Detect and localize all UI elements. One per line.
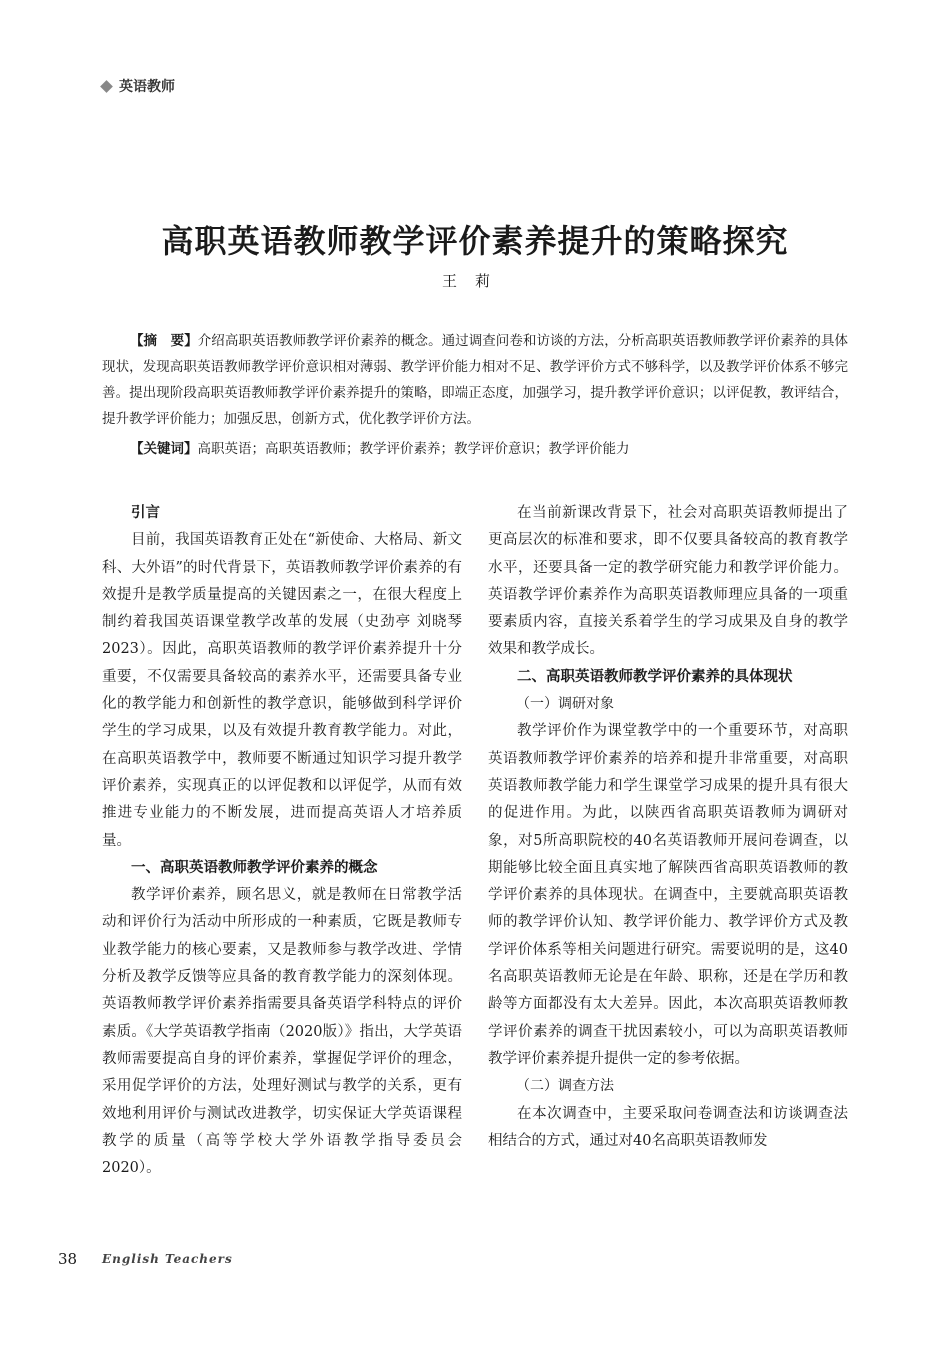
keywords-text: 高职英语；高职英语教师；教学评价素养；教学评价意识；教学评价能力: [197, 441, 630, 457]
journal-name: English Teachers: [102, 1252, 233, 1266]
subsection-1-paragraph: 教学评价作为课堂教学中的一个重要环节，对高职英语教师教学评价素养的培养和提升非常重要，对高职英语教师教学能力和学生课堂学习成果的提升具有很大的促进作用。为此，以陕西省高职英语教师为调研对象，对5所高职院校的40名英语教师开展问卷调查，以期能够比较全面且真实地了解陕西省高职英语教师的教学评价素养的具体现状。在调查中，主要就高职英语教师的教学评价认知、教学评价能力、教学评价方式及教学评价体系等相关问题进行研究。需要说明的是，这40名高职英语教师无论是在年龄、职称，还是在学历和教龄等方面都没有太大差异。因此，本次高职英语教师教学评价素养的调查干扰因素较小，可以为高职英语教师教学评价素养提升提供一定的参考依据。: [488, 723, 848, 1067]
section-1-paragraph: 教学评价素养，顾名思义，就是教师在日常教学活动和评价行为活动中所形成的一种素质，它既是教师专业教学能力的核心要素，又是教师参与教学改进、学情分析及教学反馈等应具备的教育教学能力的深刻体现。英语教师教学评价素养指需要具备英语学科特点的评价素质。《大学英语教学指南（2020版）》指出，大学英语教师需要提高自身的评价素养，掌握促学评价的理念，采用促学评价的方法，处理好测试与教学的关系，更有效地利用评价与测试改进教学，切实保证大学英语课程教学的质量（高等学校大学外语教学指导委员会 2020）。: [102, 887, 462, 1177]
article-title: 高职英语教师教学评价素养提升的策略探究: [161, 222, 789, 260]
intro-paragraph: 目前，我国英语教育正处在“新使命、大格局、新文科、大外语”的时代背景下，英语教师教学评价素养的有效提升是教学质量提高的关键因素之一，在很大程度上制约着我国英语课堂教学改革的发展（史劲亭 刘晓琴 2023）。因此，高职英语教师的教学评价素养提升十分重要，不仅需要具备较高的素养水平，还需要具备专业化的教学能力和创新性的教学意识，能够做到科学评价学生的学习成果，以及有效提升教育教学能力。对此，在高职英语教学中，教师要不断通过知识学习提升教学评价素养，实现真正的以评促教和以评促学，从而有效推进专业能力的不断发展，进而提高英语人才培养质量。: [102, 532, 462, 849]
subsection-1-heading: （一）调研对象: [516, 696, 614, 713]
diamond-icon: [100, 80, 113, 93]
keywords-label: 【关键词】: [130, 441, 198, 457]
section-label: 英语教师: [119, 79, 175, 95]
running-header: [102, 76, 175, 96]
abstract-label: 【摘 要】: [130, 333, 198, 349]
right-column: [488, 500, 848, 1155]
section-1-heading: 一、高职英语教师教学评价素养的概念: [131, 859, 378, 876]
intro-heading: 引言: [131, 505, 160, 521]
abstract-block: [102, 328, 848, 462]
author-name: 王莉: [441, 272, 508, 290]
abstract-paragraph: [102, 328, 848, 432]
page-number: 38: [58, 1250, 78, 1268]
left-column: [102, 500, 462, 1182]
right-intro-paragraph: 在当前新课改背景下，社会对高职英语教师提出了更高层次的标准和要求，即不仅要具备较高的教育教学水平，还要具备一定的教学研究能力和教学评价能力。英语教学评价素养作为高职英语教师理应具备的一项重要素质内容，直接关系着学生的学习成果及自身的教学效果和教学成长。: [488, 505, 848, 658]
subsection-2-heading: （二）调查方法: [516, 1078, 614, 1095]
abstract-text: 介绍高职英语教师教学评价素养的概念。通过调查问卷和访谈的方法，分析高职英语教师教学评价素养的具体现状，发现高职英语教师教学评价意识相对薄弱、教学评价能力相对不足、教学评价方式不够科学，以及教学评价体系不够完善。提出现阶段高职英语教师教学评价素养提升的策略，即端正态度，加强学习，提升教学评价意识；以评促教，教评结合，提升教学评价能力；加强反思，创新方式，优化教学评价方法。: [102, 333, 849, 427]
subsection-2-paragraph: 在本次调查中，主要采取问卷调查法和访谈调查法相结合的方式，通过对40名高职英语教师发: [488, 1105, 848, 1149]
section-2-heading: 二、高职英语教师教学评价素养的具体现状: [517, 668, 793, 685]
keywords-paragraph: [102, 436, 848, 462]
